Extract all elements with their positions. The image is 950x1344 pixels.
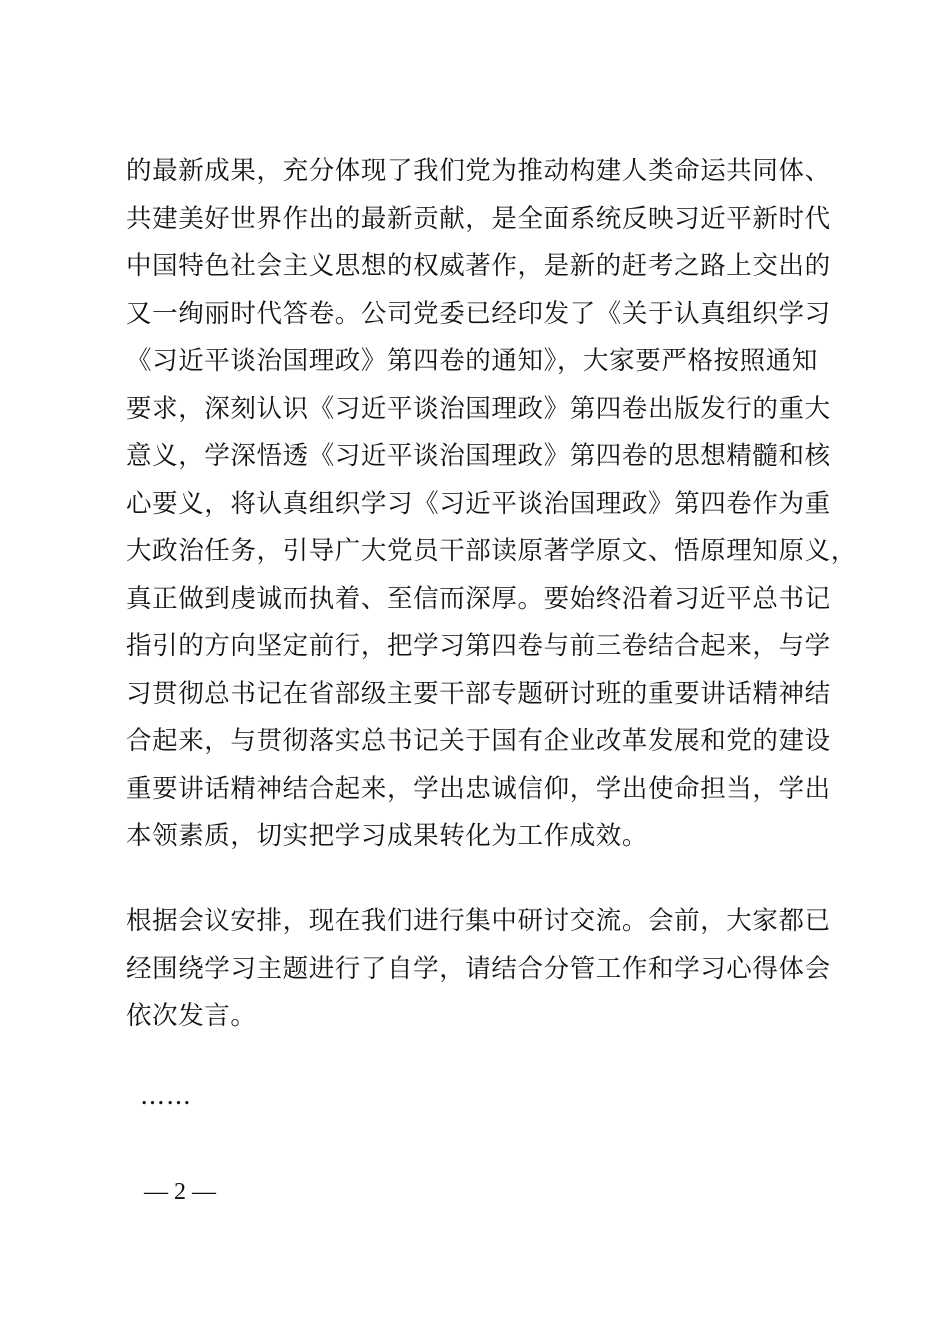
text-line: 依次发言。 xyxy=(126,1001,257,1031)
body-paragraph-2 xyxy=(126,898,836,1041)
text-line: 大政治任务，引导广大党员干部读原著学原文、悟原理知原义， xyxy=(126,536,857,566)
text-line: 习贯彻总书记在省部级主要干部专题研讨班的重要讲话精神结 xyxy=(126,678,831,709)
text-line: 经围绕学习主题进行了自学，请结合分管工作和学习心得体会 xyxy=(126,953,831,984)
text-line: 根据会议安排，现在我们进行集中研讨交流。会前，大家都已 xyxy=(126,906,831,936)
text-line: 合起来，与贯彻落实总书记关于国有企业改革发展和党的建设 xyxy=(126,726,831,756)
text-line: 心要义，将认真组织学习《习近平谈治国理政》第四卷作为重 xyxy=(126,488,831,519)
text-line: 重要讲话精神结合起来，学出忠诚信仰，学出使命担当，学出 xyxy=(126,773,831,804)
text-line: 中国特色社会主义思想的权威著作，是新的赶考之路上交出的 xyxy=(126,251,831,281)
text-line: 又一绚丽时代答卷。公司党委已经印发了《关于认真组织学习 xyxy=(126,298,831,329)
text-line: 的最新成果，充分体现了我们党为推动构建人类命运共同体、 xyxy=(126,156,831,186)
text-line: 共建美好世界作出的最新贡献，是全面系统反映习近平新时代 xyxy=(126,203,831,234)
text-line: 《习近平谈治国理政》第四卷的通知》，大家要严格按照通知 xyxy=(126,346,818,376)
body-paragraph-1 xyxy=(126,148,857,861)
ellipsis-placeholder: …… xyxy=(140,1081,192,1110)
text-line: 要求，深刻认识《习近平谈治国理政》第四卷出版发行的重大 xyxy=(126,393,831,424)
text-line: 本领素质，切实把学习成果转化为工作成效。 xyxy=(126,821,649,851)
text-line: 指引的方向坚定前行，把学习第四卷与前三卷结合起来，与学 xyxy=(126,631,831,661)
page-number: — 2 — xyxy=(144,1179,216,1205)
text-line: 真正做到虔诚而执着、至信而深厚。要始终沿着习近平总书记 xyxy=(126,583,831,614)
text-line: 意义，学深悟透《习近平谈治国理政》第四卷的思想精髓和核 xyxy=(126,441,831,471)
